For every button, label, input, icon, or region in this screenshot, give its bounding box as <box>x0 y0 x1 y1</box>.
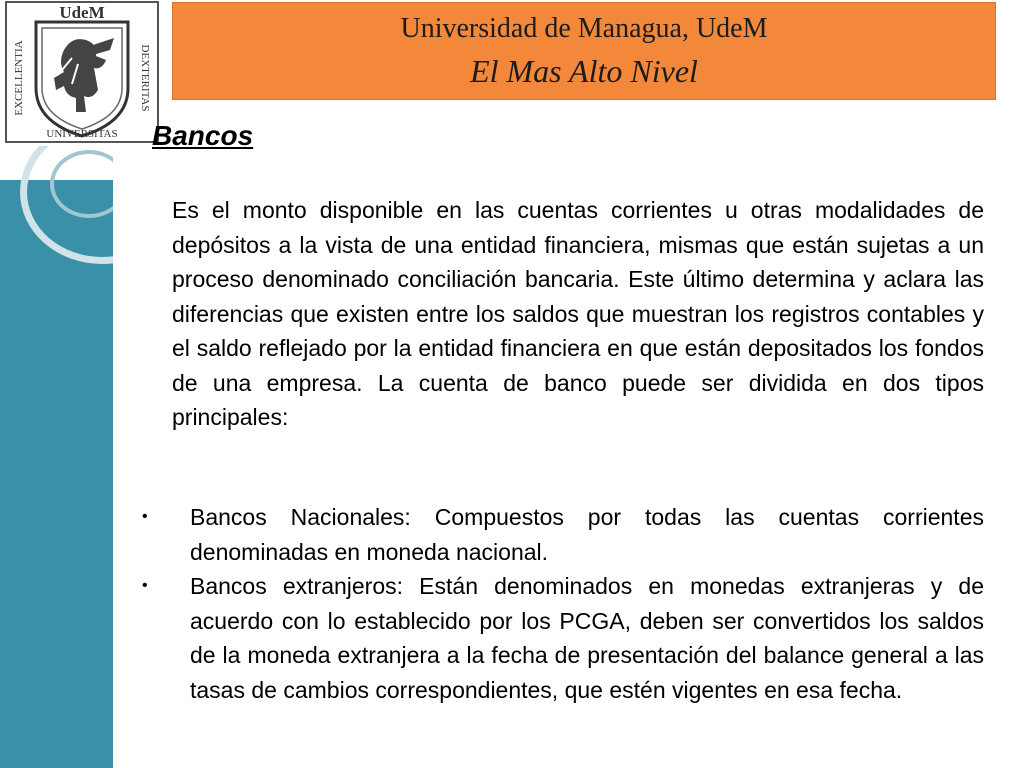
university-title: Universidad de Managua, UdeM <box>400 13 768 44</box>
bullet-item-extranjeros <box>140 569 984 707</box>
logo-left-text: EXCELLENTIA <box>13 40 25 116</box>
bullet-dot-icon: • <box>142 577 148 594</box>
header-banner <box>172 2 996 100</box>
university-logo <box>2 0 162 146</box>
logo-top-text: UdeM <box>59 3 105 22</box>
section-heading: Bancos <box>152 120 254 151</box>
bullet-item-nacionales <box>140 500 984 569</box>
logo-bottom-text: UNIVERSITAS <box>46 128 118 140</box>
body-paragraph: Es el monto disponible en las cuentas corrientes u otras modalidades de depósitos a la vista de una entidad financiera, mismas que están sujetas a un proceso denominado conciliación bancaria. Este último determina y aclara las diferencias que existen entre los saldos que muestran los registros contables y el saldo reflejado por la entidad financiera en que están depositados los fondos de una empresa. La cuenta de banco puede ser dividida en dos tipos principales: <box>172 197 984 430</box>
bullet-list <box>140 500 984 707</box>
bullet-dot-icon: • <box>142 508 148 525</box>
logo-right-text: DEXTERITAS <box>139 44 151 112</box>
bullet-text: Bancos Nacionales: Compuestos por todas las cuentas corrientes denominadas en moneda nacional. <box>190 504 984 565</box>
university-slogan: El Mas Alto Nivel <box>470 53 698 89</box>
bullet-text: Bancos extranjeros: Están denominados en monedas extranjeras y de acuerdo con lo establecido por los PCGA, deben ser convertidos los saldos de la moneda extranjera a la fecha de presentación del balance general a las tasas de cambios correspondientes, que estén vigentes en esa fecha. <box>190 573 984 703</box>
